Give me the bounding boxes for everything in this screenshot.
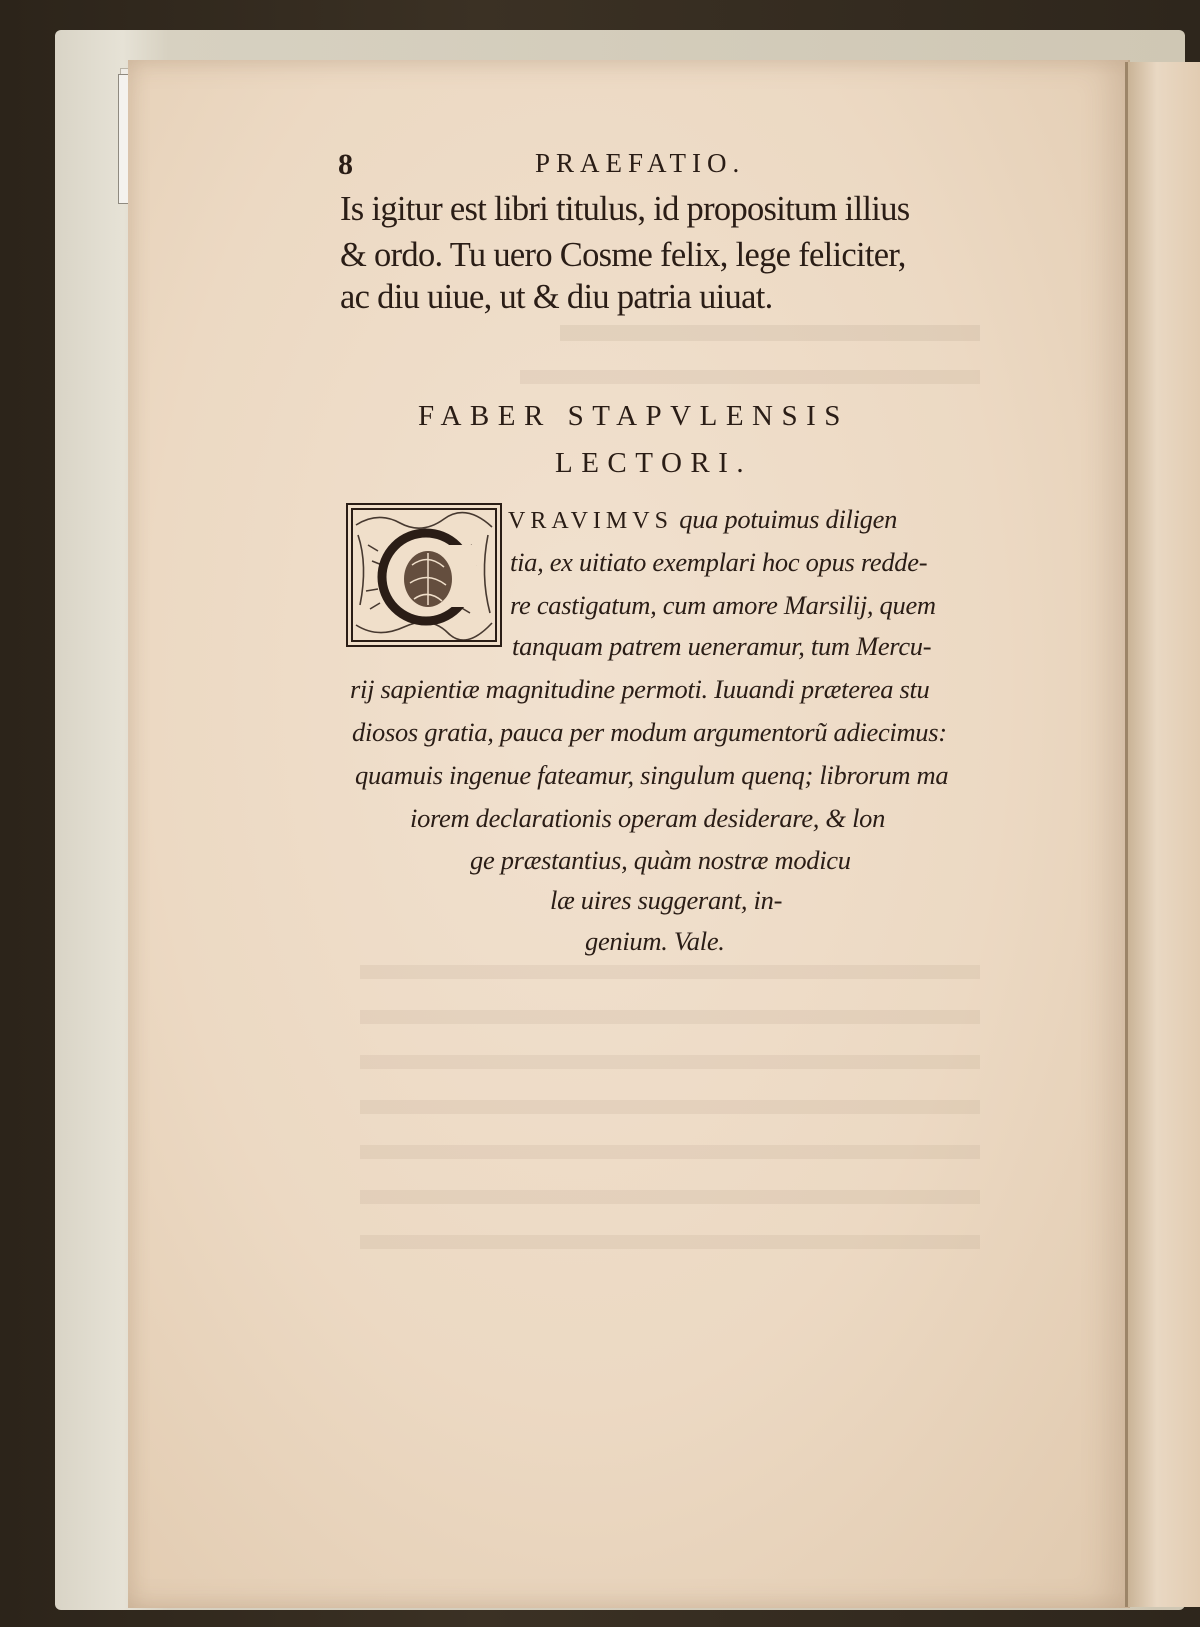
- preface-line: & ordo. Tu uero Cosme felix, lege feliciter,: [340, 236, 906, 274]
- epistle-line: tia, ex uitiato exemplari hoc opus redde-: [510, 547, 928, 577]
- epistle-line-text: qua potuimus diligen: [672, 504, 898, 534]
- epistle-closing: genium. Vale.: [585, 926, 725, 956]
- epistle-line: re castigatum, cum amore Marsilij, quem: [510, 590, 936, 620]
- facing-page-edge: [1128, 62, 1200, 1607]
- running-title: PRAEFATIO.: [535, 148, 746, 178]
- epistle-line: ge præstantius, quàm nostræ modicu: [470, 845, 851, 875]
- decorated-initial: [346, 503, 502, 647]
- epistle-line: læ uires suggerant, in-: [550, 885, 783, 915]
- woodcut-ornament-icon: [348, 505, 500, 645]
- epistle-line: quamuis ingenue fateamur, singulum quenq; librorum ma: [355, 760, 949, 790]
- preface-line: Is igitur est libri titulus, id propositum illius: [340, 190, 910, 228]
- epistle-line: rij sapientiæ magnitudine permoti. Iuuandi præterea stu: [350, 674, 930, 704]
- page-number: 8: [338, 148, 353, 181]
- preface-line: ac diu uiue, ut & diu patria uiuat.: [340, 278, 773, 316]
- epistle-line: iorem declarationis operam desiderare, & lon: [410, 803, 886, 833]
- epistle-heading: FABER STAPVLENSIS: [418, 400, 849, 432]
- epistle-line: tanquam patrem ueneramur, tum Mercu-: [512, 631, 932, 661]
- epistle-line: diosos gratia, pauca per modum argumentorũ adiecimus:: [352, 717, 947, 747]
- epistle-line: [508, 504, 897, 535]
- epistle-subheading: LECTORI.: [555, 447, 753, 479]
- initial-word-caps: VRAVIMVS: [508, 508, 673, 534]
